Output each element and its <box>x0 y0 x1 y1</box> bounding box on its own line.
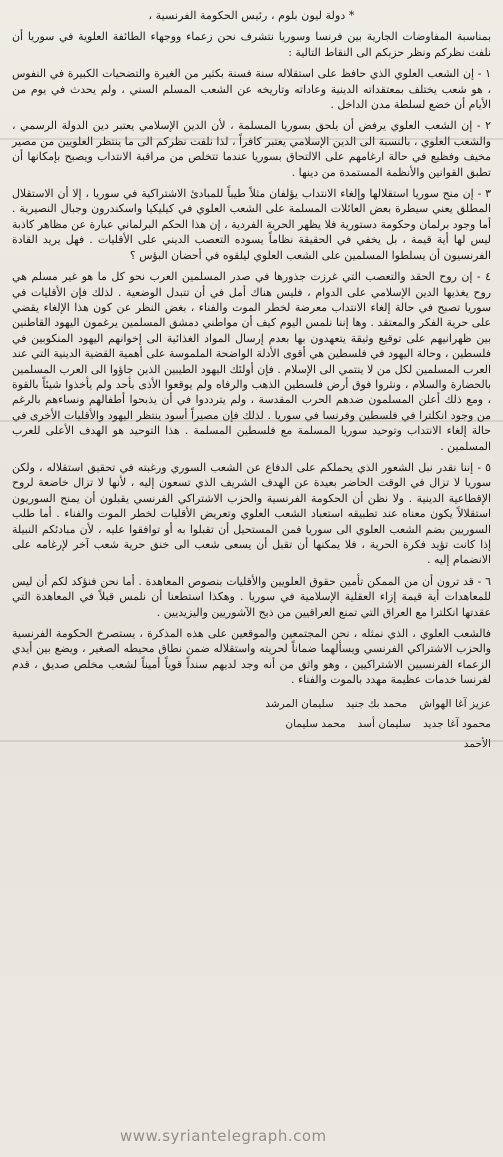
point-2: ٢ - إن الشعب العلوي يرفض أن يلحق بسوريا المسلمة ، لأن الدين الإسلامي يعتبر دين الدولة الرسمي ، والشعب العلوي ، بالنسبة الى الدين الإسلامي يعتبر كافراً ، لذا نلفت نظركم الى ما ينتظر العلويين من مصير مخيف وفظيع في حالة ارغامهم على الالتحاق بسوريا عندما تتخلص من مراقبة الانتداب ويصبح بإمكانها أن تطبق القوانين والأنظمة المستمدة من دينها . <box>12 119 491 179</box>
document-body <box>12 8 491 754</box>
signature-row <box>12 694 491 714</box>
signature-name: محمود آغا جديد <box>423 717 491 730</box>
point-6: ٦ - قد ترون أن من الممكن تأمين حقوق العلويين والأقليات بنصوص المعاهدة . أما نحن فنؤكد لكم أن ليس للمعاهدات أية قيمة إزاء العقلية الإسلامية في سوريا . وهكذا استطعنا أن نلمس قبلاً في المعاهدة التي عقدتها انكلترا مع العراق التي تمنع العراقيين من ذبح الآشوريين واليزيديين . <box>12 574 491 619</box>
signatures-block <box>12 694 491 754</box>
signature-name: عزيز آغا الهواش <box>419 697 491 710</box>
intro-paragraph: بمناسبة المفاوضات الجارية بين فرنسا وسوريا نتشرف نحن زعماء ووجهاء الطائفة العلوية في سوريا أن نلفت نظركم ونظر حزبكم الى النقاط التالية : <box>12 30 491 59</box>
point-5: ٥ - إننا نقدر نبل الشعور الذي يحملكم على الدفاع عن الشعب السوري ورغبته في تحقيق استقلاله ، ولكن سوريا لا تزال في الوقت الحاضر بعيدة عن الهدف الشريف الذي تسعون إليه ، لأنها لا تزال خاضعة لروح الإقطاعية الدينية . ولا نظن أن الحكومة الفرنسية والحزب الاشتراكي الفرنسي يقبلون أن يمنح السوريون استقلالاً يكون معناه عند تطبيقه استعباد الشعب العلوي وتعريض الأقليات لخطر الموت والفناء . أما طلب السوريين بضم الشعب العلوي الى سوريا فمن المستحيل أن تقبلوا به أو توافقوا عليه ، لأن مبادئكم النبيلة إذا كانت تؤيد فكرة الحرية ، فلا يمكنها أن تقبل أن يسعى شعب الى خنق حرية شعب آخر لإرغامه على الانضمام إليه . <box>12 460 491 567</box>
point-4: ٤ - إن روح الحقد والتعصب التي غرزت جذورها في صدر المسلمين العرب نحو كل ما هو غير مسلم هي روح يغذيها الدين الإسلامي على الدوام ، فليس هناك أمل في أن تتبدل الوضعية . لذلك فإن الأقليات في سوريا تصبح في حالة إلغاء الانتداب معرضة لخطر الموت والفناء ، بغض النظر عن كون هذا الإلغاء يقضي على حرية الفكر والمعتقد . وها إننا نلمس اليوم كيف أن مواطني دمشق المسلمين يرغمون اليهود القاطنين بين ظهرانيهم على توقيع وثيقة يتعهدون بها بعدم إرسال المواد الغذائية الى إخوانهم اليهود المنكوبين في فلسطين ، وحالة اليهود في فلسطين هي أقوى الأدلة الواضحة الملموسة على أهمية القضية الدينية التي عند العرب المسلمين لكل من لا ينتمي الى الإسلام . فإن أولئك اليهود الطيبين الذين جاؤوا الى العرب المسلمين بالحضارة والسلام ، ونثروا فوق أرض فلسطين الذهب والرفاه ولم يوقعوا الأذى بأحد ولم يأخذوا شيئاً بالقوة ، ومع ذلك أعلن المسلمون ضدهم الحرب المقدسة ، ولم يترددوا في أن يذبحوا أطفالهم ونساءهم بالرغم من وجود انكلترا في فلسطين وفرنسا في سوريا . لذلك فإن مصيراً أسود ينتظر اليهود والأقليات الأخرى في حالة إلغاء الانتداب وتوحيد سوريا المسلمة مع فلسطين المسلمة . هذا التوحيد هو الهدف الأعلى للعرب المسلمين . <box>12 270 491 453</box>
closing-paragraph: فالشعب العلوي ، الذي نمثله ، نحن المجتمعين والموقعين على هذه المذكرة ، يستصرخ الحكومة الفرنسية والحزب الاشتراكي الفرنسي ويسألهما ضماناً لحريته واستقلاله ضمن نطاق محيطه الصغير ، ويضع بين أيدي الزعماء الفرنسيين الاشتراكيين ، وهو واثق من أنه وجد لديهم سنداً قوياً أميناً لشعب مخلص صديق ، قدم لفرنسا خدمات عظيمة مهدد بالموت والفناء . <box>12 627 491 687</box>
watermark: www.syriantelegraph.com <box>120 1127 327 1145</box>
signature-name: سليمان أسد <box>357 717 412 730</box>
paper-fold-line <box>0 138 503 140</box>
signature-name: محمد بك جنيد <box>345 697 408 710</box>
point-1: ١ - إن الشعب العلوي الذي حافظ على استقلاله سنة فسنة بكثير من الغيرة والتضحيات الكبيرة في النفوس ، هو شعب يختلف بمعتقداته الدينية وعاداته وتاريخه عن الشعب المسلم السني ، ولم يحدث في يوم من الأيام أن خضع لسلطة مدن الداخل . <box>12 67 491 112</box>
document-header: * دولة ليون بلوم ، رئيس الحكومة الفرنسية ، <box>148 9 355 22</box>
paper-fold-line <box>0 740 503 742</box>
signature-name: محمد سليمان <box>285 717 346 730</box>
signature-name: سليمان المرشد <box>265 697 334 710</box>
signature-row <box>12 734 491 754</box>
paper-fold-line <box>0 420 503 422</box>
signature-row <box>12 714 491 734</box>
point-3: ٣ - إن منح سوريا استقلالها وإلغاء الانتداب يؤلفان مثلاً طيباً للمبادئ الاشتراكية في سوريا ، إلا أن الاستقلال المطلق يعني سيطرة بعض العائلات المسلمة على الشعب العلوي في كيليكيا واسكندرون وجبال النصيرية . أما وجود برلمان وحكومة دستورية فلا يظهر الحرية الفردية ، إن هذا الحكم البرلماني عبارة عن مظاهر كاذبة ليس لها أية قيمة ، بل يخفي في الحقيقة نظاماً يسوده التعصب الديني على الأقليات . فهل يريد القادة الفرنسيون أن يسلطوا المسلمين على الشعب العلوي ليلقوه في أحضان البؤس ؟ <box>12 187 491 262</box>
signature-name: الأحمد <box>463 737 491 750</box>
